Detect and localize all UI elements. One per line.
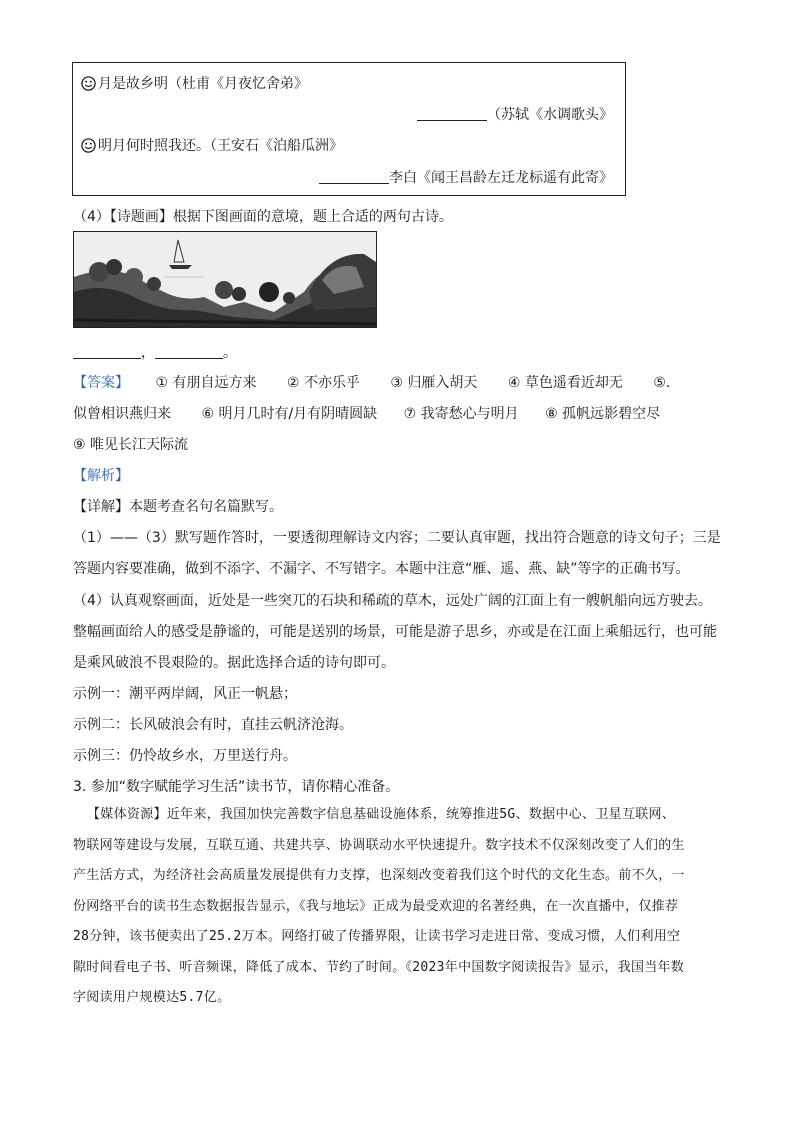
landscape-illustration <box>74 232 376 327</box>
poetry-box <box>72 62 626 196</box>
answer-item-4: 草色遥看近却无 <box>524 375 623 391</box>
ink-painting-image <box>73 231 377 328</box>
analysis-p1-line1: （1）——（3）默写题作答时，一要透彻理解诗文内容；二要认真审题，找出符合题意的诗文句子；三是 <box>73 530 721 546</box>
comma: ， <box>141 345 155 361</box>
answer-line-2 <box>73 403 660 423</box>
period: 。 <box>223 345 237 361</box>
media-line: 份网络平台的读书生态数据报告显示，《我与地坛》正成为最受欢迎的名著经典，在一次直播中，仅推荐 <box>73 898 679 914</box>
smiley-icon <box>81 138 96 153</box>
question-3-title: 3. 参加“数字赋能学习生活”读书节，请你精心准备。 <box>73 779 400 795</box>
answer-tag: 【答案】 <box>73 375 129 391</box>
media-line: 物联网等建设与发展，互联互通、共建共享、协调联动水平快速提升。数字技术不仅深刻改变了人们的生 <box>73 837 685 853</box>
answer-num-1: ① <box>155 375 169 391</box>
answer-item-8: 孤帆远影碧空尽 <box>562 406 661 422</box>
poetry-line-4-source: 李白《闻王昌龄左迁龙标遥有此寄》 <box>389 170 613 186</box>
answer-num-6: ⑥ <box>201 406 215 422</box>
answer-blank <box>155 345 223 359</box>
example-1: 示例一：潮平两岸阔，风正一帆悬； <box>73 686 297 702</box>
poetry-line-1-text: 月是故乡明（杜甫《月夜忆舍弟》 <box>98 76 308 92</box>
answer-blank <box>417 107 487 121</box>
answer-dot: . <box>665 375 671 391</box>
answer-num-4: ④ <box>507 375 521 391</box>
poetry-line-2-source: （苏轼《水调歌头》 <box>487 107 613 123</box>
poetry-line-2 <box>417 104 613 124</box>
answer-num-9: ⑨ <box>73 437 86 453</box>
media-line: 隙时间看电子书、听音频课，降低了成本、节约了时间。《2023年中国数字阅读报告》显示，我国当年数 <box>73 959 685 975</box>
media-resource-paragraph <box>73 800 723 1014</box>
poetry-line-1 <box>81 73 308 93</box>
analysis-p2-line1: （4）认真观察画面，近处是一些突兀的石块和稀疏的草木，远处广阔的江面上有一艘帆船向远方驶去。 <box>73 593 712 609</box>
answer-line-1 <box>73 372 723 392</box>
answer-item-2: 不亦乐乎 <box>303 375 360 391</box>
media-line: 产生活方式，为经济社会高质量发展提供有力支撑，也深刻改变着我们这个时代的文化生态。前不久，一 <box>73 868 685 883</box>
analysis-detail: 【详解】本题考查名句名篇默写。 <box>73 499 283 515</box>
media-line: 28分钟，该书便卖出了25.2万本。网络打破了传播界限，让读书学习走进日常、变成习惯，人们利用空 <box>73 929 681 944</box>
answer-item-9: 唯见长江天际流 <box>90 437 189 453</box>
answer-item-6: 明月几时有/月有阴晴圆缺 <box>218 406 378 422</box>
answer-blank <box>73 345 141 359</box>
answer-num-2: ② <box>286 375 300 391</box>
answer-num-7: ⑦ <box>403 406 417 422</box>
answer-item-3: 归雁入胡天 <box>407 375 478 391</box>
answer-blank <box>319 170 389 184</box>
analysis-tag: 【解析】 <box>73 468 129 484</box>
poetry-line-4 <box>319 167 613 187</box>
smiley-icon <box>81 76 96 91</box>
answer-item-7: 我寄愁心与明月 <box>420 406 519 422</box>
answer-num-8: ⑧ <box>545 406 558 422</box>
poem-blanks-line <box>73 342 237 362</box>
answer-item-5: 似曾相识燕归来 <box>73 406 171 422</box>
answer-line-3 <box>73 434 188 454</box>
answer-num-3: ③ <box>390 375 403 391</box>
analysis-p1-line2: 答题内容要准确，做到不添字、不漏字、不写错字。本题中注意“雁、遥、燕、缺”等字的正确书写。 <box>73 561 690 577</box>
example-2: 示例二：长风破浪会有时，直挂云帆济沧海。 <box>73 717 353 733</box>
media-line: 【媒体资源】近年来，我国加快完善数字信息基础设施体系，统筹推进5G、数据中心、卫星互联网、 <box>87 807 676 822</box>
poetry-line-3 <box>81 135 343 155</box>
answer-num-5: ⑤ <box>653 375 666 391</box>
media-line: 字阅读用户规模达5.7亿。 <box>73 990 231 1005</box>
analysis-p2-line3: 是乘风破浪不畏艰险的。据此选择合适的诗句即可。 <box>73 655 395 671</box>
analysis-p2-line2: 整幅画面给人的感受是静谧的，可能是送别的场景，可能是游子思乡，亦或是在江面上乘船远行，也可能 <box>73 624 717 640</box>
example-3: 示例三：仍怜故乡水，万里送行舟。 <box>73 748 297 764</box>
answer-item-1: 有朋自远方来 <box>172 375 257 391</box>
question-4-prompt: （4）【诗题画】根据下图画面的意境，题上合适的两句古诗。 <box>73 209 453 225</box>
poetry-line-3-text: 明月何时照我还。（王安石《泊船瓜洲》 <box>98 138 343 154</box>
